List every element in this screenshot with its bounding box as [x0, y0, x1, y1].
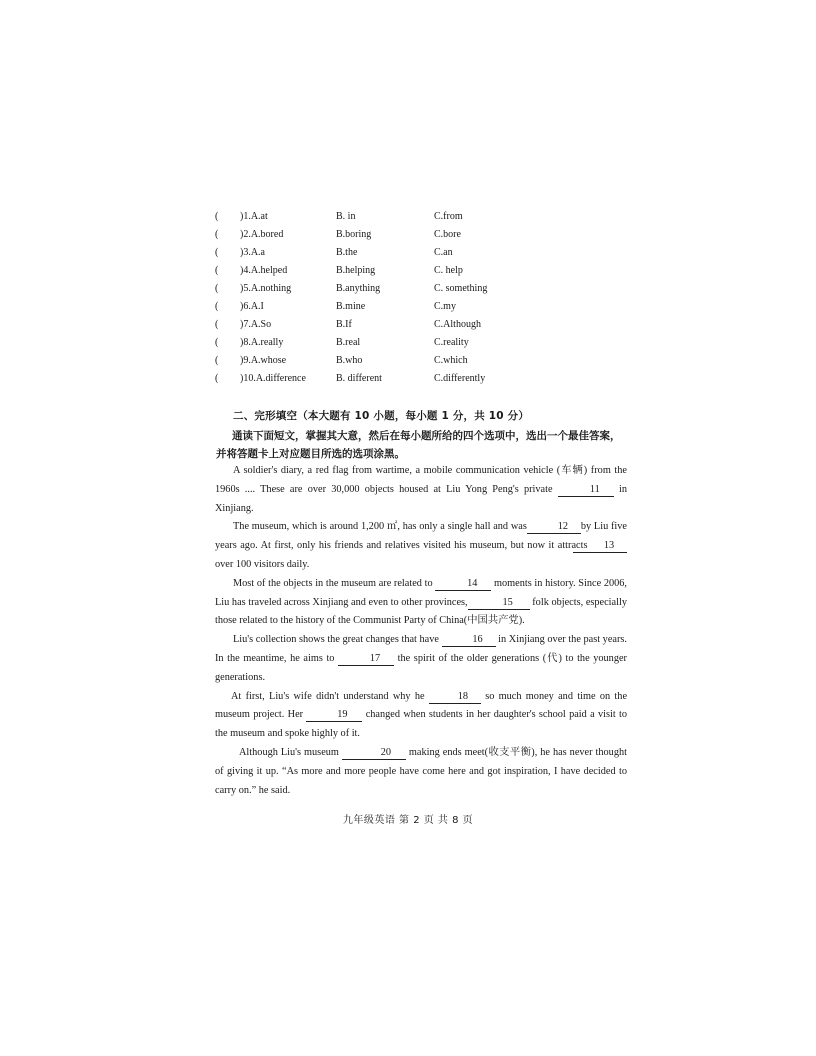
option-b: B.mine — [336, 301, 366, 312]
option-paren: ( — [215, 211, 219, 222]
option-a: )2.A.bored — [240, 229, 284, 240]
cloze-passage — [215, 462, 627, 800]
option-a: )6.A.I — [240, 301, 264, 312]
option-row — [215, 370, 515, 388]
option-paren: ( — [215, 373, 219, 384]
option-a: )5.A.nothing — [240, 283, 292, 294]
instruction-line: 通读下面短文，掌握其大意，然后在每小题所给的四个选项中，选出一个最佳答案， — [232, 430, 621, 442]
passage-text: A soldier's diary, a red flag from wartime, a mobile communication vehicle (车辆) from the 1960s .... These are over 30,000 objects housed at Liu Yong Peng's private — [215, 465, 627, 495]
option-paren: ( — [215, 301, 219, 312]
blank-19: 19 — [306, 709, 362, 722]
passage-paragraph — [215, 631, 627, 687]
passage-text: in Xinjiang over the past years. In the meantime, he aims to — [215, 634, 627, 664]
option-c: C. help — [434, 265, 463, 276]
option-row — [215, 244, 515, 262]
option-row — [215, 298, 515, 316]
option-a: )8.A.really — [240, 337, 284, 348]
passage-text: in Xinjiang. — [215, 483, 628, 514]
passage-text: Although Liu's museum — [239, 746, 339, 758]
option-c: C.an — [434, 247, 453, 258]
passage-paragraph — [215, 575, 627, 631]
option-c: C.Although — [434, 319, 481, 330]
option-row — [215, 226, 515, 244]
option-c: C.bore — [434, 229, 461, 240]
option-b: B. in — [336, 211, 356, 222]
passage-text: folk objects, especially those related to the history of the Communist Party of China(中国共产党). — [215, 596, 627, 627]
option-c: C. something — [434, 283, 488, 294]
passage-text: Liu's collection shows the great changes that have — [233, 634, 439, 646]
passage-text: so much money and time on the museum project. Her — [215, 690, 628, 721]
option-b: B.anything — [336, 283, 381, 294]
option-c: C.from — [434, 211, 463, 222]
option-paren: ( — [215, 283, 219, 294]
passage-text: changed when students in her daughter's school paid a visit to the museum and spoke highly of it. — [215, 709, 628, 740]
option-a: )7.A.So — [240, 319, 272, 330]
passage-text: making ends meet(收支平衡), he has never thought of giving it up. “As more and more people have come here and got inspiration, I have decided to carry on.” he said. — [215, 746, 627, 796]
option-paren: ( — [215, 319, 219, 330]
page-footer: 九年级英语 第 2 页 共 8 页 — [342, 815, 474, 826]
blank-12: 12 — [527, 521, 581, 534]
option-paren: ( — [215, 337, 219, 348]
blank-14: 14 — [435, 578, 491, 591]
option-row — [215, 334, 515, 352]
option-b: B.boring — [336, 229, 372, 240]
passage-text: Most of the objects in the museum are related to — [233, 577, 433, 589]
passage-text: At first, Liu's wife didn't understand why he — [231, 690, 425, 702]
passage-text: over 100 visitors daily. — [215, 558, 310, 570]
option-b: B.real — [336, 337, 361, 348]
option-c: C.differently — [434, 373, 486, 384]
option-a: )9.A.whose — [240, 355, 287, 366]
passage-text: The museum, which is around 1,200 ㎡, has only a single hall and was — [233, 521, 527, 533]
option-paren: ( — [215, 229, 219, 240]
option-a: )10.A.difference — [240, 373, 306, 384]
passage-text: by Liu five years ago. At first, only his friends and relatives visited his museum, but now it attracts — [215, 521, 628, 552]
passage-paragraph — [215, 688, 627, 744]
passage-text: moments in history. Since 2006, Liu has traveled across Xinjiang and even to other provinces, — [215, 577, 628, 608]
option-b: B.the — [336, 247, 358, 258]
option-a: )3.A.a — [240, 247, 265, 258]
option-paren: ( — [215, 355, 219, 366]
option-c: C.which — [434, 355, 468, 366]
option-b: B. different — [336, 373, 382, 384]
blank-15: 15 — [468, 597, 530, 610]
passage-paragraph — [215, 518, 627, 574]
option-b: B.who — [336, 355, 363, 366]
option-c: C.reality — [434, 337, 469, 348]
option-row — [215, 262, 515, 280]
option-row — [215, 352, 515, 370]
blank-16: 16 — [442, 634, 496, 647]
blank-17: 17 — [338, 653, 394, 666]
option-a: )4.A.helped — [240, 265, 288, 276]
passage-text: the spirit of the older generations (代) to the younger generations. — [215, 652, 627, 683]
passage-paragraph — [215, 462, 627, 518]
option-paren: ( — [215, 247, 219, 258]
instruction-line: 并将答题卡上对应题目所选的选项涂黑。 — [216, 448, 405, 460]
passage-paragraph — [215, 744, 627, 800]
option-c: C.my — [434, 301, 456, 312]
blank-20: 20 — [342, 747, 406, 760]
section-title: 二、完形填空（本大题有 10 小题，每小题 1 分，共 10 分） — [233, 410, 530, 422]
blank-11: 11 — [558, 484, 614, 497]
section-instructions — [216, 427, 632, 463]
option-paren: ( — [215, 265, 219, 276]
option-b: B.helping — [336, 265, 376, 276]
blank-13: 13 — [573, 540, 627, 553]
option-row — [215, 280, 515, 298]
option-b: B.If — [336, 319, 352, 330]
option-a: )1.A.at — [240, 211, 268, 222]
options-table — [215, 208, 515, 388]
blank-18: 18 — [429, 691, 481, 704]
option-row — [215, 208, 515, 226]
option-row — [215, 316, 515, 334]
